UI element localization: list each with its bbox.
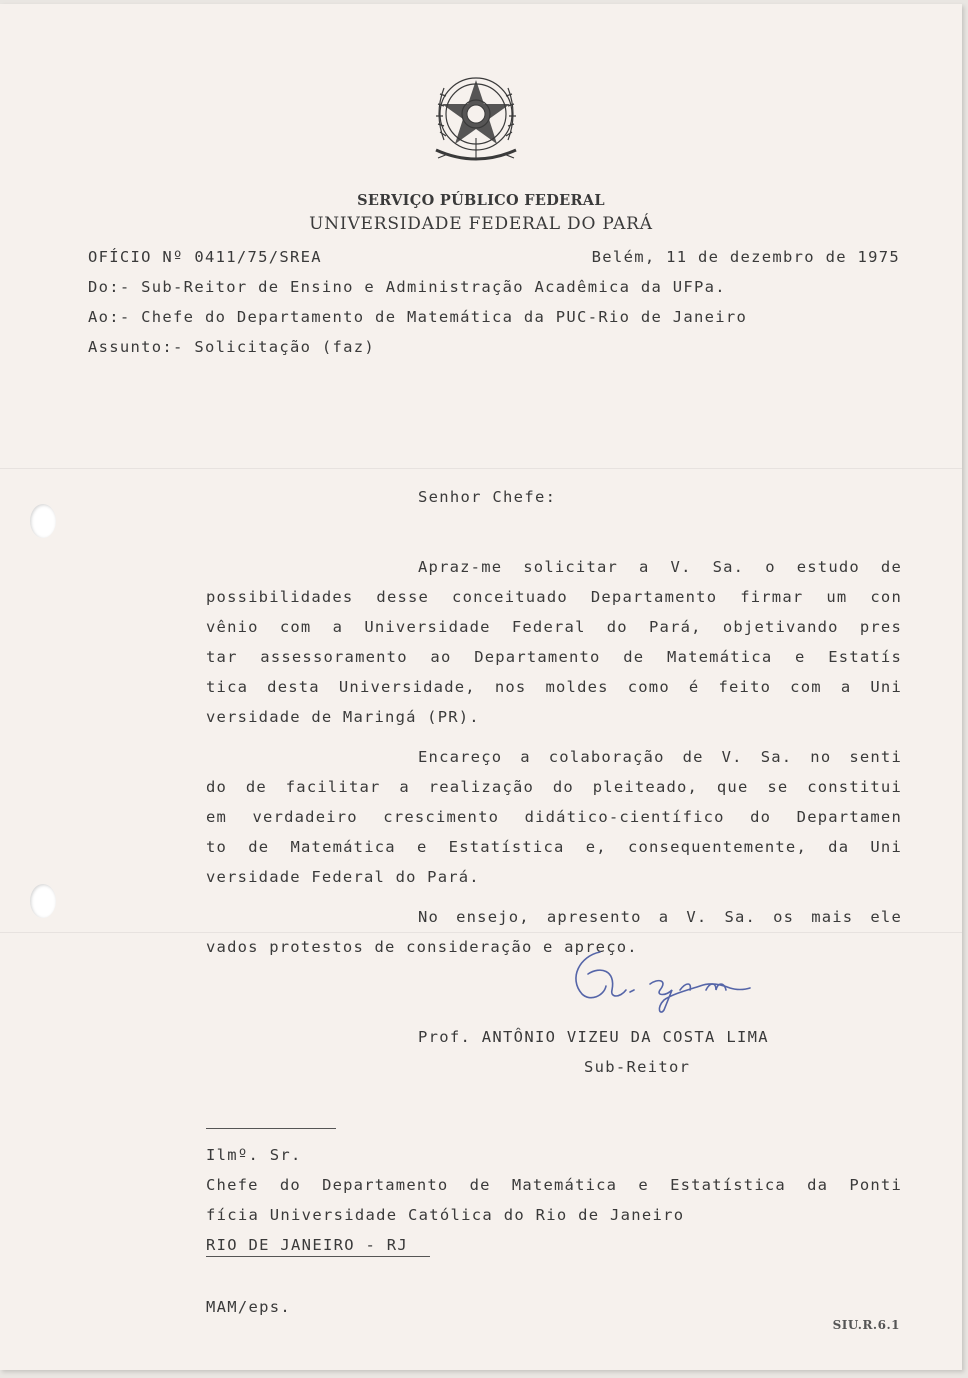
body-line: versidade Federal do Pará. xyxy=(206,868,480,886)
body-line: Encareço a colaboração de V. Sa. no senti xyxy=(418,748,902,766)
body-line: em verdadeiro crescimento didático-científico do Departamen xyxy=(206,808,902,826)
university-heading: UNIVERSIDADE FEDERAL DO PARÁ xyxy=(309,214,653,234)
punch-hole xyxy=(30,504,56,538)
signatory-title: Sub-Reitor xyxy=(584,1058,691,1076)
from-line: Do:- Sub-Reitor de Ensino e Administração Acadêmica da UFPa. xyxy=(88,278,726,296)
place-date: Belém, 11 de dezembro de 1975 xyxy=(591,248,900,266)
body-line: tica desta Universidade, nos moldes como é feito com a Uni xyxy=(206,678,902,696)
body-line: Apraz-me solicitar a V. Sa. o estudo de xyxy=(418,558,902,576)
form-code: SIU.R.6.1 xyxy=(832,1318,900,1332)
salutation: Senhor Chefe: xyxy=(418,488,557,506)
addressee-line: fícia Universidade Católica do Rio de Janeiro xyxy=(206,1206,685,1224)
reference-number: OFÍCIO Nº 0411/75/SREA xyxy=(88,248,322,266)
fold-line xyxy=(0,468,962,469)
to-line: Ao:- Chefe do Departamento de Matemática da PUC-Rio de Janeiro xyxy=(88,308,748,326)
typist-initials: MAM/eps. xyxy=(206,1298,292,1316)
coat-of-arms-seal xyxy=(430,70,522,170)
body-line: do de facilitar a realização do pleiteado, que se constitui xyxy=(206,778,902,796)
city-underline xyxy=(206,1256,430,1257)
addressee-line: Chefe do Departamento de Matemática e Estatística da Ponti xyxy=(206,1176,902,1194)
addressee-city: RIO DE JANEIRO - RJ xyxy=(206,1236,409,1254)
body-line: vênio com a Universidade Federal do Pará, objetivando pres xyxy=(206,618,902,636)
body-line: No ensejo, apresento a V. Sa. os mais ele xyxy=(418,908,902,926)
body-line: possibilidades desse conceituado Departamento firmar um con xyxy=(206,588,902,606)
fold-line xyxy=(0,932,962,933)
signatory-name: Prof. ANTÔNIO VIZEU DA COSTA LIMA xyxy=(418,1028,769,1046)
letter-page xyxy=(0,4,962,1370)
handwritten-signature xyxy=(560,934,760,1014)
addressee-honorific: Ilmº. Sr. xyxy=(206,1146,302,1164)
subject-line: Assunto:- Solicitação (faz) xyxy=(88,338,376,356)
body-line: to de Matemática e Estatística e, consequentemente, da Uni xyxy=(206,838,902,856)
separator-rule xyxy=(206,1128,336,1129)
punch-hole xyxy=(30,884,56,918)
body-line: versidade de Maringá (PR). xyxy=(206,708,480,726)
service-heading: SERVIÇO PÚBLICO FEDERAL xyxy=(357,192,605,209)
body-line: tar assessoramento ao Departamento de Matemática e Estatís xyxy=(206,648,902,666)
body-line: vados protestos de consideração e apreço. xyxy=(206,938,638,956)
